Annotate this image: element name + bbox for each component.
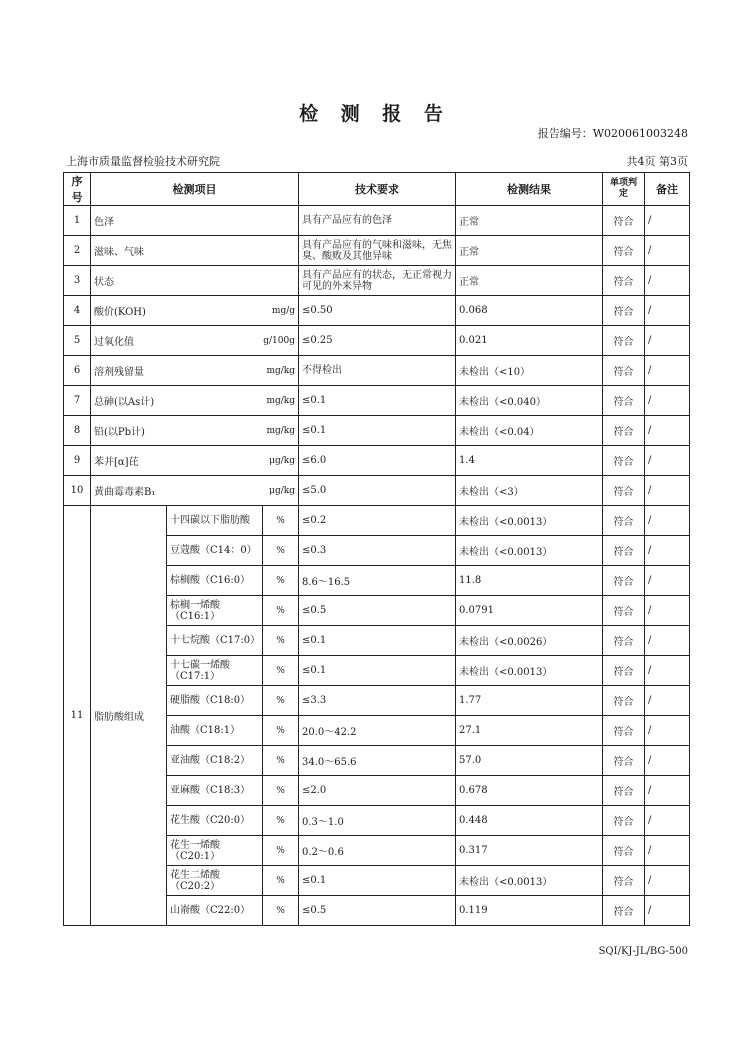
result: 0.317 bbox=[456, 836, 603, 866]
result: 未检出（<0.04） bbox=[456, 416, 603, 446]
note: / bbox=[645, 596, 690, 626]
requirement: 具有产品应有的色泽 bbox=[299, 206, 456, 236]
organization-name: 上海市质量监督检验技术研究院 bbox=[66, 155, 220, 168]
table-row bbox=[64, 476, 690, 506]
item-name: 状态 bbox=[94, 277, 114, 288]
row-number: 2 bbox=[64, 236, 91, 266]
note: / bbox=[645, 566, 690, 596]
judgement: 符合 bbox=[603, 866, 645, 896]
judgement: 符合 bbox=[603, 656, 645, 686]
fatty-acid-name: 十七碳一烯酸（C17:1） bbox=[167, 656, 263, 686]
header-judgement: 单项判定 bbox=[603, 173, 645, 206]
item-wrapper bbox=[94, 303, 295, 318]
requirement: 0.2～0.6 bbox=[299, 836, 456, 866]
judgement: 符合 bbox=[603, 326, 645, 356]
result: 57.0 bbox=[456, 746, 603, 776]
judgement: 符合 bbox=[603, 776, 645, 806]
item-unit: mg/kg bbox=[266, 365, 295, 376]
judgement: 符合 bbox=[603, 206, 645, 236]
fatty-acid-unit: % bbox=[263, 566, 299, 596]
item-unit: mg/g bbox=[271, 305, 295, 316]
result: 27.1 bbox=[456, 716, 603, 746]
note: / bbox=[645, 656, 690, 686]
table-row bbox=[64, 386, 690, 416]
fatty-acid-unit: % bbox=[263, 746, 299, 776]
table-row bbox=[64, 236, 690, 266]
note: / bbox=[645, 806, 690, 836]
item-name: 滋味、气味 bbox=[94, 247, 144, 258]
item-name: 黄曲霉毒素B₁ bbox=[94, 487, 156, 498]
note: / bbox=[645, 866, 690, 896]
result: 未检出（<0.0026） bbox=[456, 626, 603, 656]
note: / bbox=[645, 416, 690, 446]
fatty-acid-name: 棕榈酸（C16:0） bbox=[167, 566, 263, 596]
requirement: ≤0.5 bbox=[299, 596, 456, 626]
judgement: 符合 bbox=[603, 476, 645, 506]
note: / bbox=[645, 446, 690, 476]
requirement: 20.0～42.2 bbox=[299, 716, 456, 746]
requirement: ≤0.1 bbox=[299, 656, 456, 686]
fatty-acid-name: 油酸（C18:1） bbox=[167, 716, 263, 746]
result: 未检出（<10） bbox=[456, 356, 603, 386]
judgement: 符合 bbox=[603, 596, 645, 626]
fatty-acid-unit: % bbox=[263, 596, 299, 626]
item-wrapper bbox=[94, 393, 295, 408]
row-number: 6 bbox=[64, 356, 91, 386]
header-seq: 序号 bbox=[64, 173, 91, 206]
requirement: ≤0.1 bbox=[299, 416, 456, 446]
results-table bbox=[63, 172, 690, 926]
table-row bbox=[64, 506, 690, 536]
item-wrapper bbox=[94, 453, 295, 468]
fatty-acid-group-label: 脂肪酸组成 bbox=[91, 506, 167, 926]
requirement: 8.6～16.5 bbox=[299, 566, 456, 596]
item-name: 铅(以Pb计) bbox=[94, 427, 145, 438]
item-cell bbox=[91, 296, 299, 326]
item-name: 总砷(以As计) bbox=[94, 397, 155, 408]
judgement: 符合 bbox=[603, 266, 645, 296]
item-cell bbox=[91, 326, 299, 356]
note: / bbox=[645, 836, 690, 866]
requirement: ≤0.1 bbox=[299, 386, 456, 416]
fatty-acid-name: 花生一烯酸（C20:1） bbox=[167, 836, 263, 866]
judgement: 符合 bbox=[603, 836, 645, 866]
note: / bbox=[645, 356, 690, 386]
requirement: 不得检出 bbox=[299, 356, 456, 386]
table-row bbox=[64, 446, 690, 476]
item-wrapper bbox=[94, 273, 295, 288]
item-cell bbox=[91, 266, 299, 296]
fatty-acid-name: 硬脂酸（C18:0） bbox=[167, 686, 263, 716]
item-name: 过氧化值 bbox=[94, 337, 134, 348]
row-number: 10 bbox=[64, 476, 91, 506]
fatty-acid-unit: % bbox=[263, 716, 299, 746]
judgement: 符合 bbox=[603, 626, 645, 656]
table-row bbox=[64, 296, 690, 326]
table-row bbox=[64, 356, 690, 386]
fatty-acid-unit: % bbox=[263, 866, 299, 896]
note: / bbox=[645, 896, 690, 926]
row-number: 4 bbox=[64, 296, 91, 326]
fatty-acid-name: 十四碳以下脂肪酸 bbox=[167, 506, 263, 536]
row-number: 5 bbox=[64, 326, 91, 356]
table-row bbox=[64, 326, 690, 356]
fatty-acid-name: 山嵛酸（C22:0） bbox=[167, 896, 263, 926]
fatty-acid-name: 花生二烯酸（C20:2） bbox=[167, 866, 263, 896]
note: / bbox=[645, 626, 690, 656]
row-number: 1 bbox=[64, 206, 91, 236]
note: / bbox=[645, 326, 690, 356]
table-row bbox=[64, 266, 690, 296]
note: / bbox=[645, 386, 690, 416]
item-wrapper bbox=[94, 363, 295, 378]
fatty-acid-name: 亚麻酸（C18:3） bbox=[167, 776, 263, 806]
judgement: 符合 bbox=[603, 536, 645, 566]
row-number: 11 bbox=[64, 506, 91, 926]
item-wrapper bbox=[94, 483, 295, 498]
item-cell bbox=[91, 236, 299, 266]
judgement: 符合 bbox=[603, 416, 645, 446]
fatty-acid-name: 棕榈一烯酸（C16:1） bbox=[167, 596, 263, 626]
result: 未检出（<0.0013） bbox=[456, 536, 603, 566]
table-header-row bbox=[64, 173, 690, 206]
result: 正常 bbox=[456, 236, 603, 266]
result: 0.021 bbox=[456, 326, 603, 356]
note: / bbox=[645, 266, 690, 296]
result: 0.678 bbox=[456, 776, 603, 806]
requirement: ≤0.1 bbox=[299, 866, 456, 896]
requirement: ≤5.0 bbox=[299, 476, 456, 506]
note: / bbox=[645, 746, 690, 776]
report-title: 检 测 报 告 bbox=[299, 103, 451, 125]
row-number: 9 bbox=[64, 446, 91, 476]
result: 未检出（<0.0013） bbox=[456, 506, 603, 536]
item-cell bbox=[91, 416, 299, 446]
requirement: 34.0～65.6 bbox=[299, 746, 456, 776]
header-note: 备注 bbox=[645, 173, 690, 206]
fatty-acid-unit: % bbox=[263, 506, 299, 536]
requirement: ≤0.5 bbox=[299, 896, 456, 926]
result: 正常 bbox=[456, 266, 603, 296]
judgement: 符合 bbox=[603, 686, 645, 716]
item-wrapper bbox=[94, 333, 295, 348]
fatty-acid-unit: % bbox=[263, 686, 299, 716]
header-item: 检测项目 bbox=[91, 173, 299, 206]
requirement: ≤6.0 bbox=[299, 446, 456, 476]
fatty-acid-unit: % bbox=[263, 536, 299, 566]
fatty-acid-unit: % bbox=[263, 806, 299, 836]
result: 未检出（<0.040） bbox=[456, 386, 603, 416]
item-wrapper bbox=[94, 423, 295, 438]
item-name: 酸价(KOH) bbox=[94, 307, 146, 318]
judgement: 符合 bbox=[603, 506, 645, 536]
header-result: 检测结果 bbox=[456, 173, 603, 206]
item-unit: g/100g bbox=[263, 335, 295, 346]
judgement: 符合 bbox=[603, 566, 645, 596]
note: / bbox=[645, 206, 690, 236]
item-cell bbox=[91, 446, 299, 476]
note: / bbox=[645, 536, 690, 566]
requirement: ≤0.25 bbox=[299, 326, 456, 356]
item-unit: μg/kg bbox=[269, 455, 295, 466]
result: 0.448 bbox=[456, 806, 603, 836]
result: 11.8 bbox=[456, 566, 603, 596]
note: / bbox=[645, 236, 690, 266]
requirement: ≤0.2 bbox=[299, 506, 456, 536]
requirement: ≤3.3 bbox=[299, 686, 456, 716]
requirement: ≤0.1 bbox=[299, 626, 456, 656]
item-cell bbox=[91, 386, 299, 416]
note: / bbox=[645, 476, 690, 506]
result: 1.77 bbox=[456, 686, 603, 716]
fatty-acid-name: 花生酸（C20:0） bbox=[167, 806, 263, 836]
result: 未检出（<0.0013） bbox=[456, 656, 603, 686]
result: 未检出（<3） bbox=[456, 476, 603, 506]
fatty-acid-unit: % bbox=[263, 656, 299, 686]
note: / bbox=[645, 776, 690, 806]
result: 1.4 bbox=[456, 446, 603, 476]
table-row bbox=[64, 416, 690, 446]
item-unit: μg/kg bbox=[269, 485, 295, 496]
judgement: 符合 bbox=[603, 746, 645, 776]
row-number: 3 bbox=[64, 266, 91, 296]
header-requirement: 技术要求 bbox=[299, 173, 456, 206]
requirement: ≤0.50 bbox=[299, 296, 456, 326]
item-wrapper bbox=[94, 213, 295, 228]
fatty-acid-unit: % bbox=[263, 896, 299, 926]
note: / bbox=[645, 686, 690, 716]
fatty-acid-unit: % bbox=[263, 776, 299, 806]
form-code: SQI/KJ-JL/BG-500 bbox=[598, 946, 688, 957]
judgement: 符合 bbox=[603, 386, 645, 416]
result: 0.0791 bbox=[456, 596, 603, 626]
judgement: 符合 bbox=[603, 236, 645, 266]
result: 0.119 bbox=[456, 896, 603, 926]
requirement: ≤2.0 bbox=[299, 776, 456, 806]
requirement: 具有产品应有的气味和滋味，无焦臭、酸败及其他异味 bbox=[299, 236, 456, 266]
judgement: 符合 bbox=[603, 716, 645, 746]
judgement: 符合 bbox=[603, 296, 645, 326]
item-cell bbox=[91, 356, 299, 386]
fatty-acid-unit: % bbox=[263, 836, 299, 866]
table-row bbox=[64, 206, 690, 236]
fatty-acid-name: 十七烷酸（C17:0） bbox=[167, 626, 263, 656]
result: 未检出（<0.0013） bbox=[456, 866, 603, 896]
judgement: 符合 bbox=[603, 896, 645, 926]
judgement: 符合 bbox=[603, 446, 645, 476]
requirement: 0.3～1.0 bbox=[299, 806, 456, 836]
fatty-acid-name: 豆蔻酸（C14：0） bbox=[167, 536, 263, 566]
report-number: 报告编号：W020061003248 bbox=[537, 127, 688, 140]
note: / bbox=[645, 296, 690, 326]
requirement: 具有产品应有的状态，无正常视力可见的外来异物 bbox=[299, 266, 456, 296]
item-wrapper bbox=[94, 243, 295, 258]
item-name: 溶剂残留量 bbox=[94, 367, 144, 378]
item-unit: mg/kg bbox=[266, 395, 295, 406]
note: / bbox=[645, 716, 690, 746]
fatty-acid-unit: % bbox=[263, 626, 299, 656]
result: 正常 bbox=[456, 206, 603, 236]
requirement: ≤0.3 bbox=[299, 536, 456, 566]
item-name: 苯并[α]芘 bbox=[94, 457, 139, 468]
item-cell bbox=[91, 206, 299, 236]
result: 0.068 bbox=[456, 296, 603, 326]
judgement: 符合 bbox=[603, 806, 645, 836]
item-unit: mg/kg bbox=[266, 425, 295, 436]
row-number: 7 bbox=[64, 386, 91, 416]
fatty-acid-name: 亚油酸（C18:2） bbox=[167, 746, 263, 776]
row-number: 8 bbox=[64, 416, 91, 446]
judgement: 符合 bbox=[603, 356, 645, 386]
item-name: 色泽 bbox=[94, 217, 114, 228]
note: / bbox=[645, 506, 690, 536]
item-cell bbox=[91, 476, 299, 506]
page-indicator: 共4页 第3页 bbox=[626, 155, 688, 168]
